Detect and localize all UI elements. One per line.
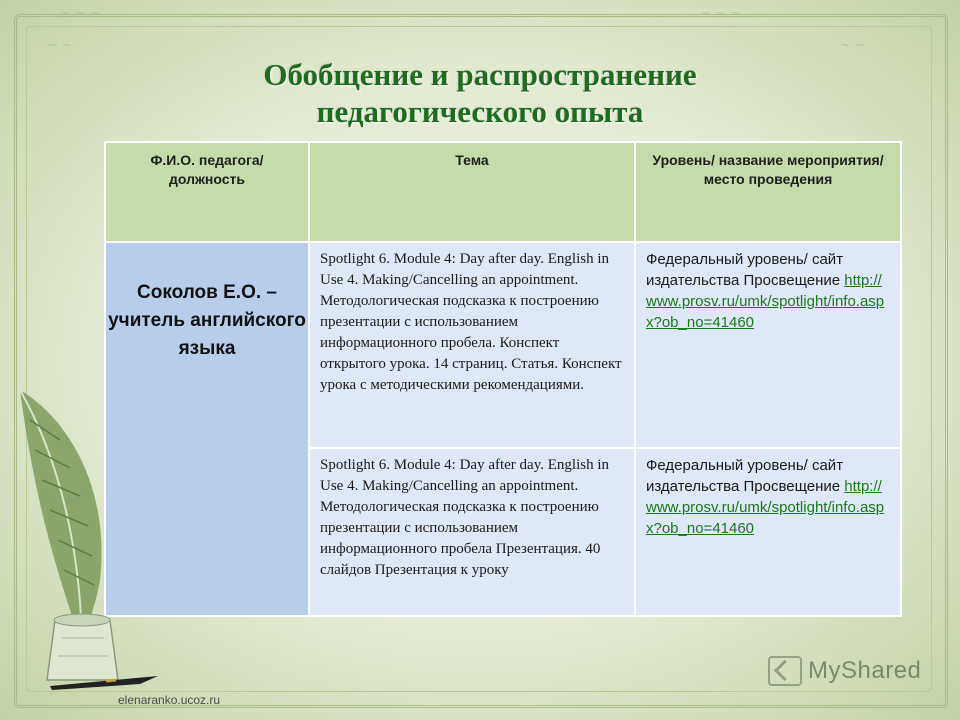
background-scribble: ~ ~ ~ <box>60 6 101 21</box>
title-line-1: Обобщение и распространение <box>263 57 697 92</box>
site-watermark: elenaranko.ucoz.ru <box>118 693 221 707</box>
header-topic: Тема <box>309 142 635 242</box>
background-scribble: ~ ~ <box>840 38 866 53</box>
title-line-2: педагогического опыта <box>316 94 644 129</box>
level-cell <box>635 448 901 616</box>
experience-table <box>104 141 902 617</box>
background-scribble: ~ ~ <box>46 38 72 53</box>
background-scribble: ~ ~ ~ <box>700 6 741 21</box>
level-text: Федеральный уровень/ сайт издательства Просвещение <box>646 457 845 495</box>
logo-text: MyShared <box>808 657 922 684</box>
myshared-logo <box>768 656 921 686</box>
table-header-row <box>105 142 901 242</box>
share-icon <box>768 656 802 686</box>
feather-quill-icon <box>0 380 160 710</box>
table-row <box>105 242 901 448</box>
teacher-cell: Соколов Е.О. – учитель английского языка <box>105 242 309 616</box>
level-cell <box>635 242 901 448</box>
slide-title <box>120 56 840 130</box>
prosv-link[interactable]: http://www.prosv.ru/umk/spotlight/info.aspx?ob_no=41460 <box>646 478 885 537</box>
header-level: Уровень/ название мероприятия/ место проведения <box>635 142 901 242</box>
fountain-pen-icon <box>46 670 166 694</box>
prosv-link[interactable]: http://www.prosv.ru/umk/spotlight/info.aspx?ob_no=41460 <box>646 272 885 331</box>
level-text: Федеральный уровень/ сайт издательства Просвещение <box>646 251 845 289</box>
topic-cell: Spotlight 6. Module 4: Day after day. English in Use 4. Making/Cancelling an appointment. Методологическая подсказка к построению презентации с использованием информационного пробела. Конспект открытого урока. 14 страниц. Статья. Конспект урока с методическими рекомендациями. <box>309 242 635 448</box>
topic-cell: Spotlight 6. Module 4: Day after day. English in Use 4. Making/Cancelling an appointment. Методологическая подсказка к построению презентации с использованием информационного пробела Презентация. 40 слайдов Презентация к уроку <box>309 448 635 616</box>
header-teacher: Ф.И.О. педагога/ должность <box>105 142 309 242</box>
